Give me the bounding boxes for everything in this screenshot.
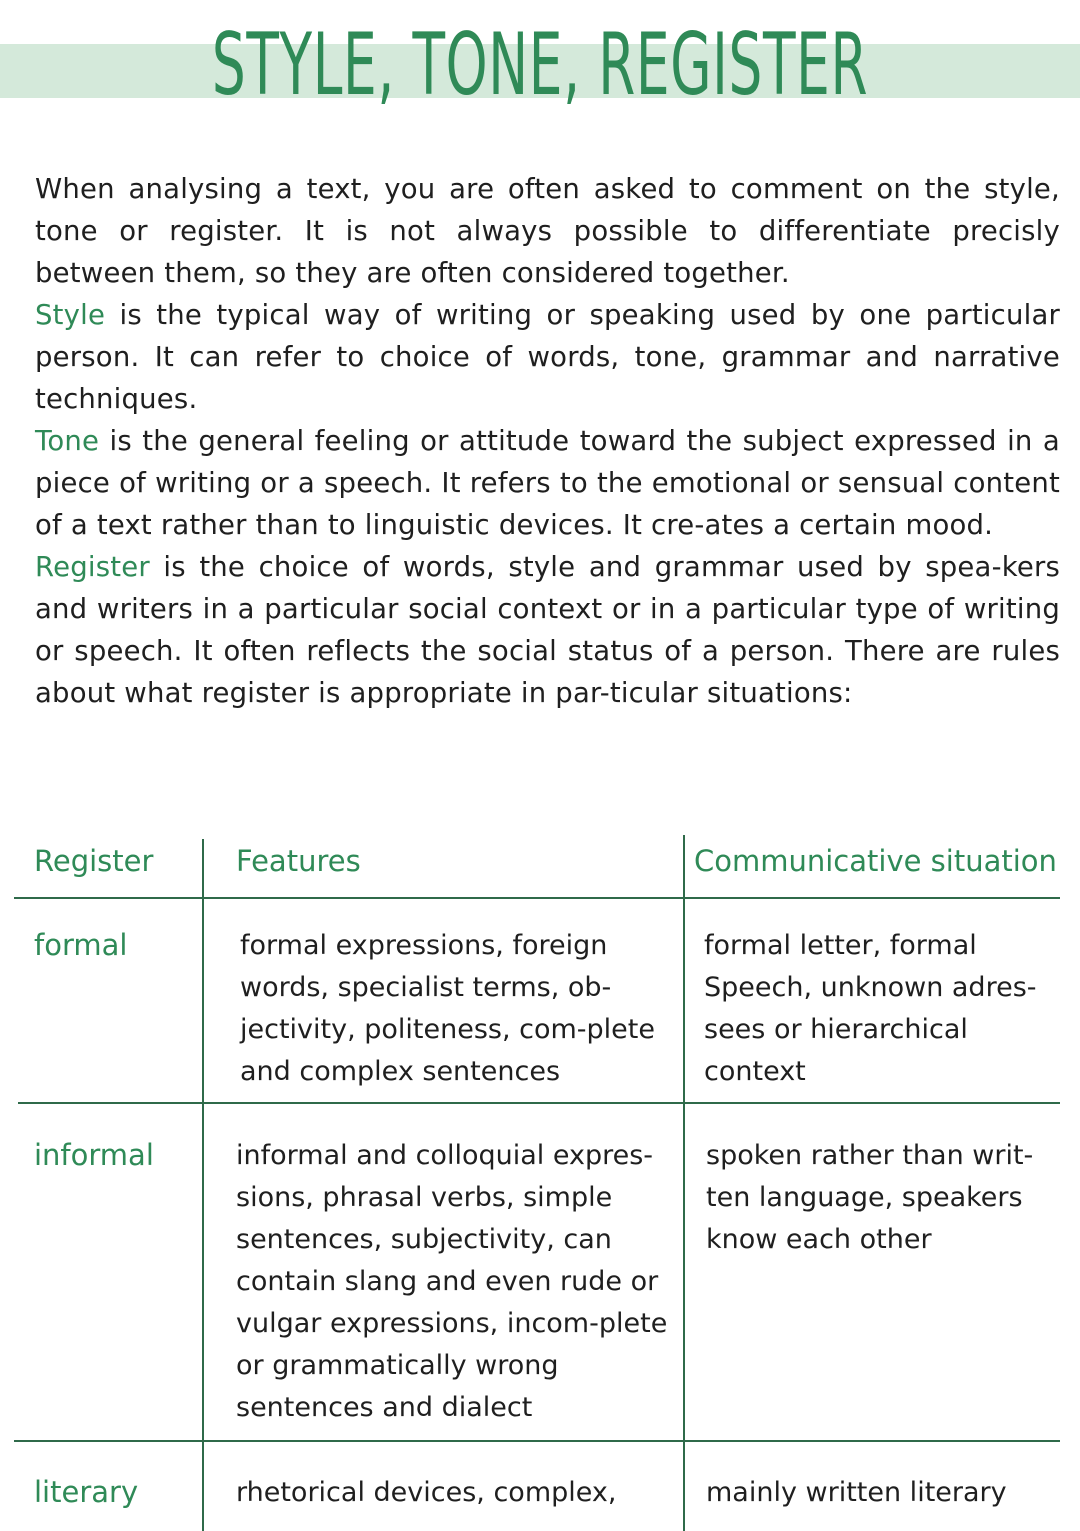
column-divider	[202, 839, 204, 1531]
header-features: Features	[236, 844, 361, 878]
features-formal: formal expressions, foreign words, specialist terms, ob-jectivity, politeness, com-plete and complex sentences	[240, 930, 655, 1087]
register-definition	[35, 546, 1060, 714]
header-register: Register	[34, 844, 154, 878]
style-term: Style	[35, 299, 106, 331]
register-text: is the choice of words, style and grammar used by spea-kers and writers in a particular social context or in a particular type of writing or speech. It often reflects the social status of a person. There are rules about what register is appropriate in par-ticular situations:	[35, 551, 1060, 709]
features-literary: rhetorical devices, complex,	[236, 1477, 617, 1508]
situation-informal: spoken rather than writ-ten language, speakers know each other	[706, 1140, 1034, 1255]
tone-text: is the general feeling or attitude toward the subject expressed in a piece of writing or a speech. It refers to the emotional or sensual content of a text rather than to linguistic devices. It cre-ates a certain mood.	[35, 425, 1060, 541]
register-formal: formal	[34, 928, 128, 962]
situation-formal: formal letter, formal Speech, unknown adres-sees or hierarchical context	[704, 930, 1037, 1087]
style-text: is the typical way of writing or speaking used by one particular person. It can refer to choice of words, tone, grammar and narrative techniques.	[35, 299, 1060, 415]
tone-definition	[35, 420, 1060, 546]
register-term: Register	[35, 551, 150, 583]
intro-text	[35, 168, 1060, 714]
header-situation: Communicative situation	[694, 844, 1057, 878]
column-divider	[683, 835, 685, 1531]
situation-literary: mainly written literary	[706, 1477, 1007, 1508]
register-informal: informal	[34, 1138, 154, 1172]
row-divider	[14, 897, 1060, 899]
style-definition	[35, 294, 1060, 420]
tone-term: Tone	[35, 425, 100, 457]
row-divider	[14, 1440, 1060, 1442]
page-title: STYLE, TONE, REGISTER	[211, 15, 869, 115]
register-table	[14, 835, 1060, 1531]
register-literary: literary	[34, 1475, 139, 1509]
row-divider	[18, 1102, 1060, 1104]
features-informal: informal and colloquial expres-sions, phrasal verbs, simple sentences, subjectivity, can contain slang and even rude or vulgar expressions, incom-plete or grammatically wrong sentences and dialect	[236, 1140, 668, 1423]
intro-paragraph: When analysing a text, you are often asked to comment on the style, tone or register. It is not always possible to differentiate precisly between them, so they are often considered together.	[35, 173, 1060, 289]
